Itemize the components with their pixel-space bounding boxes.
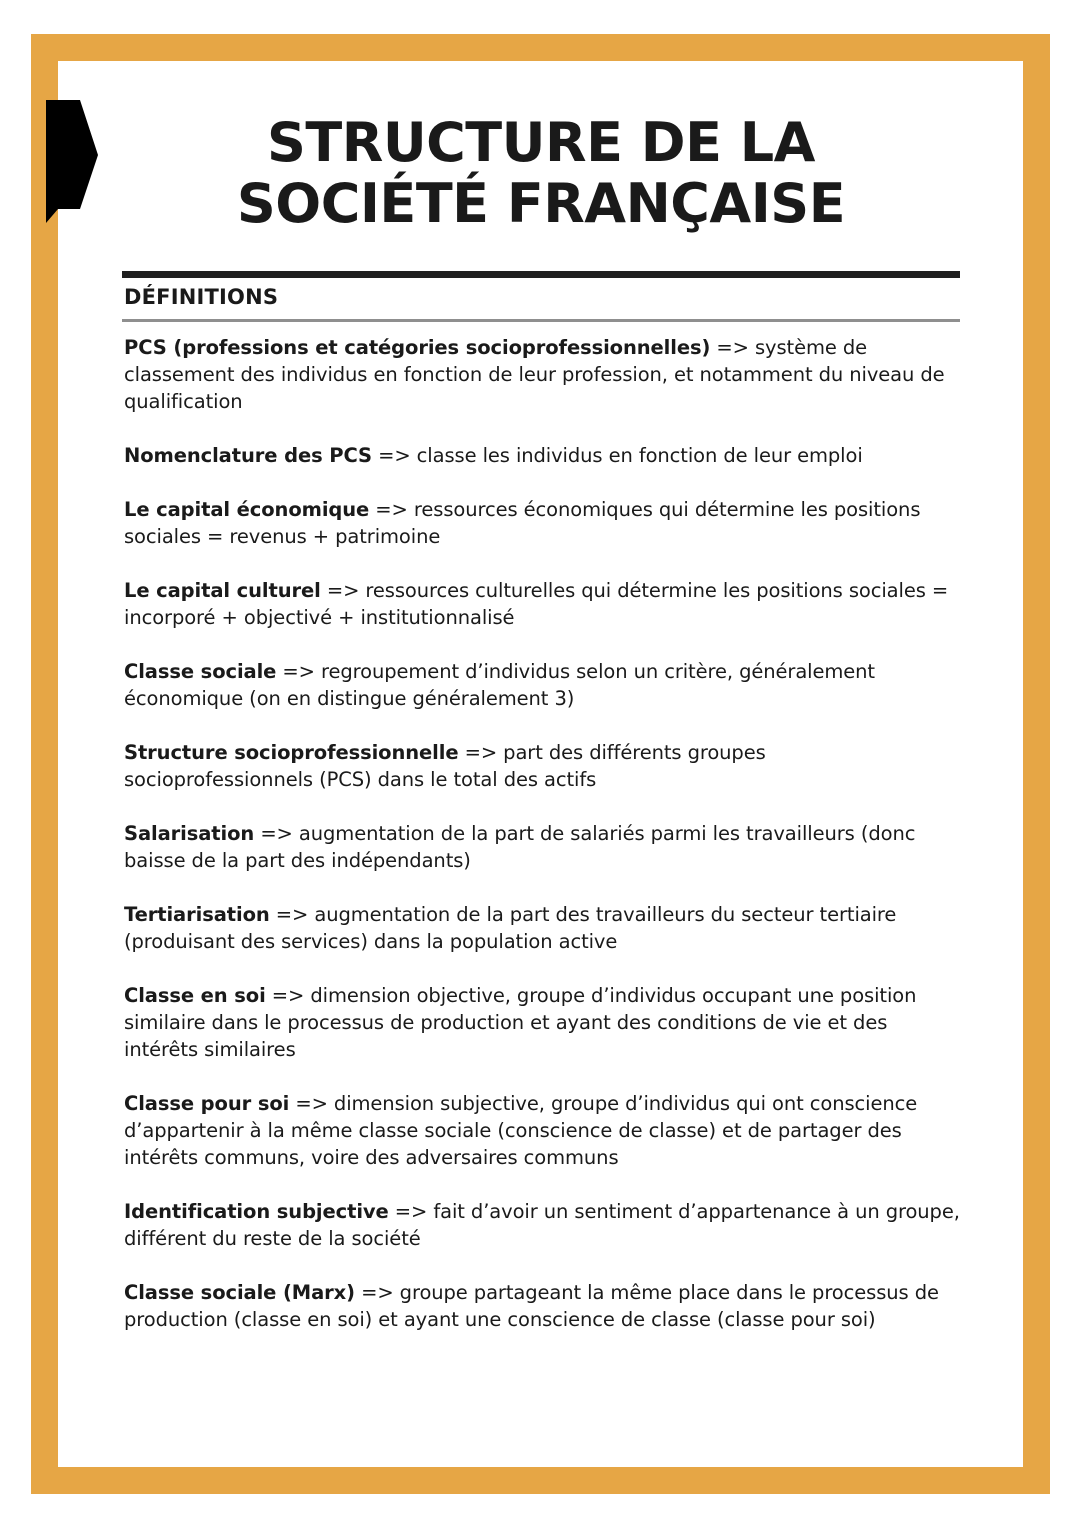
definition-arrow: =>: [295, 1092, 328, 1115]
page-title: [122, 112, 960, 234]
definition-term: Classe sociale (Marx): [124, 1281, 355, 1304]
section-heading: DÉFINITIONS: [124, 285, 279, 309]
definition-arrow: =>: [260, 822, 293, 845]
definition-term: Identification subjective: [124, 1200, 389, 1223]
title-line-2: SOCIÉTÉ FRANÇAISE: [236, 172, 846, 235]
definition-arrow: =>: [275, 903, 309, 926]
definition-item: [124, 1198, 960, 1252]
definition-text: groupe partageant la même place dans le processus de production (classe en soi) et ayant une conscience de classe (classe pour soi): [124, 1281, 939, 1331]
definition-term: Classe pour soi: [124, 1092, 290, 1115]
definition-text: classe les individus en fonction de leur emploi: [416, 444, 863, 467]
definition-arrow: =>: [271, 984, 305, 1007]
definition-text: augmentation de la part des travailleurs du secteur tertiaire (produisant des services) dans la population active: [124, 903, 897, 953]
definition-item: [124, 442, 960, 469]
definition-item: [124, 739, 960, 793]
definition-text: regroupement d’individus selon un critère, généralement économique (on en distingue généralement 3): [124, 660, 875, 710]
definition-term: Nomenclature des PCS: [124, 444, 372, 467]
definition-text: système de classement des individus en fonction de leur profession, et notamment du niveau de qualification: [124, 336, 945, 413]
definition-item: [124, 901, 960, 955]
definition-text: augmentation de la part de salariés parmi les travailleurs (donc baisse de la part des indépendants): [124, 822, 916, 872]
definition-arrow: =>: [361, 1281, 394, 1304]
definition-term: Salarisation: [124, 822, 255, 845]
definition-text: part des différents groupes socioprofessionnels (PCS) dans le total des actifs: [124, 741, 766, 791]
title-line-1: STRUCTURE DE LA: [267, 111, 815, 174]
definition-item: [124, 496, 960, 550]
definition-term: PCS (professions et catégories socioprofessionnelles): [124, 336, 711, 359]
definition-text: dimension objective, groupe d’individus occupant une position similaire dans le processus de production et ayant des conditions de vie et des intérêts similaires: [124, 984, 917, 1061]
definition-term: Classe sociale: [124, 660, 277, 683]
definition-text: ressources économiques qui détermine les positions sociales = revenus + patrimoine: [124, 498, 921, 548]
definition-arrow: =>: [326, 579, 360, 602]
definition-arrow: =>: [394, 1200, 428, 1223]
definition-text: ressources culturelles qui détermine les positions sociales = incorporé + objectivé + institutionnalisé: [124, 579, 949, 629]
definition-item: [124, 1090, 960, 1171]
definition-item: [124, 1279, 960, 1333]
definition-text: fait d’avoir un sentiment d’appartenance à un groupe, différent du reste de la société: [124, 1200, 960, 1250]
definition-term: Structure socioprofessionnelle: [124, 741, 459, 764]
definition-term: Tertiarisation: [124, 903, 270, 926]
definition-item: [124, 334, 960, 415]
definition-term: Classe en soi: [124, 984, 266, 1007]
definition-arrow: =>: [716, 336, 749, 359]
definition-arrow: =>: [464, 741, 498, 764]
content-area: [122, 0, 960, 1527]
definition-item: [124, 658, 960, 712]
definition-item: [124, 982, 960, 1063]
bookmark-icon: [44, 97, 100, 227]
definition-text: dimension subjective, groupe d’individus qui ont conscience d’appartenir à la même classe sociale (conscience de classe) et de partager des intérêts communs, voire des adversaires communs: [124, 1092, 918, 1169]
definition-arrow: =>: [378, 444, 411, 467]
definition-arrow: =>: [375, 498, 408, 521]
definition-term: Le capital économique: [124, 498, 370, 521]
definition-arrow: =>: [282, 660, 315, 683]
definition-term: Le capital culturel: [124, 579, 321, 602]
section-divider-rule: [122, 319, 960, 322]
definition-item: [124, 820, 960, 874]
definition-item: [124, 577, 960, 631]
title-divider-rule: [122, 271, 960, 278]
definitions-list: [124, 334, 960, 1360]
